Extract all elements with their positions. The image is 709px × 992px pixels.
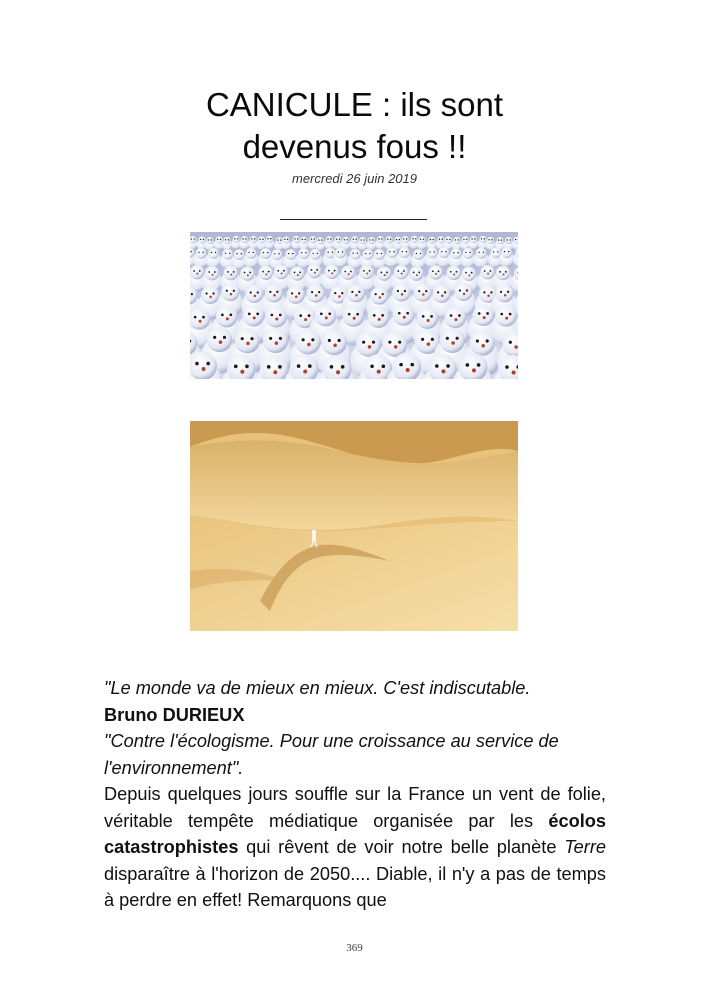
article-paragraph	[104, 781, 606, 914]
paragraph-text-1: Depuis quelques jours souffle sur la France un vent de folie, véritable tempête médiatique organisée par les	[104, 784, 606, 831]
snowmen-image	[190, 232, 518, 379]
quote-author: Bruno DURIEUX	[104, 704, 245, 725]
quote-line: "Le monde va de mieux en mieux. C'est indiscutable.	[104, 678, 531, 698]
title-line-1: CANICULE : ils sont	[205, 86, 504, 123]
article-body	[104, 675, 606, 914]
desert-image	[190, 421, 518, 631]
italic-word: Terre	[564, 837, 606, 857]
page-title	[0, 84, 709, 168]
paragraph-text-3: disparaître à l'horizon de 2050.... Diable, il n'y a pas de temps à perdre en effet! Remarquons que	[104, 863, 606, 910]
separator-rule	[280, 219, 427, 220]
book-title-quote: "Contre l'écologisme. Pour une croissance au service de l'environnement".	[104, 731, 559, 778]
page-number: 369	[346, 942, 363, 954]
title-line-2: devenus fous !!	[242, 128, 467, 165]
bold-phrase: écolos catastrophistes	[104, 810, 606, 857]
paragraph-text-2: qui rêvent de voir notre belle planète	[238, 837, 565, 857]
post-date: mercredi 26 juin 2019	[291, 171, 418, 186]
